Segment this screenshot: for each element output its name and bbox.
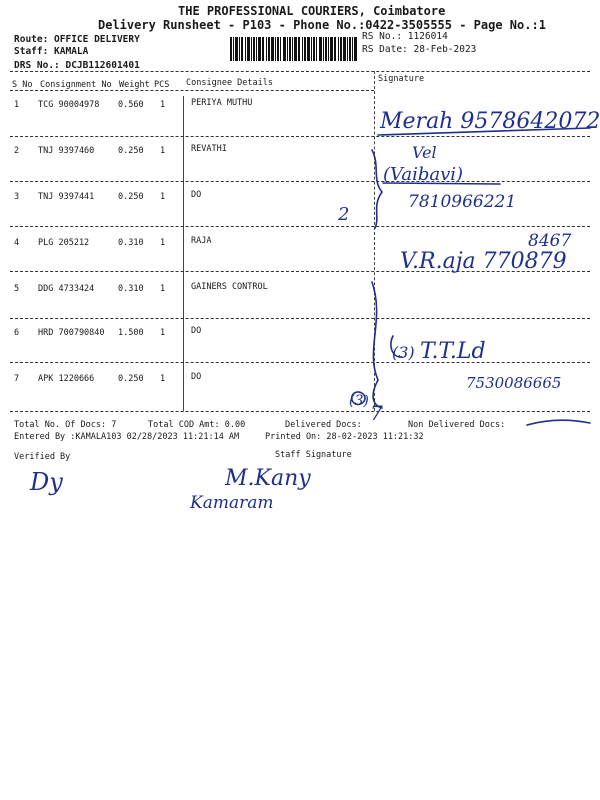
col-pcs: PCS (154, 80, 170, 90)
verified-by-label: Verified By (14, 452, 71, 462)
signature-column-divider (374, 71, 375, 411)
delivered-docs: Delivered Docs: (285, 420, 362, 430)
row-consignee: DO (191, 326, 202, 336)
handwritten-row4a: 8467 (528, 231, 572, 251)
row-consignee: GAINERS CONTROL (191, 282, 268, 292)
row-pcs: 1 (160, 284, 166, 294)
ink-rule (383, 183, 500, 184)
row-divider (10, 136, 590, 137)
row-consignment: DDG 4733424 (38, 284, 95, 294)
ink-rule (391, 336, 402, 357)
row-consignee: DO (191, 190, 202, 200)
staff-signature-label: Staff Signature (275, 450, 352, 460)
handwritten-row2b: (Vaibavi) (383, 164, 464, 185)
row-consignee: DO (191, 372, 202, 382)
row-sno: 1 (14, 100, 20, 110)
row-consignment: TNJ 9397460 (38, 146, 95, 156)
total-docs: Total No. Of Docs: 7 (14, 420, 117, 430)
handwritten-row4b: V.R.aja 770879 (400, 249, 567, 274)
row-divider (10, 181, 590, 182)
row-weight: 0.250 (118, 146, 144, 156)
non-delivered-docs: Non Delivered Docs: (408, 420, 506, 430)
ink-rule (527, 420, 590, 425)
verified-signature: Dy (30, 468, 63, 496)
row-consignment: APK 1220666 (38, 374, 95, 384)
drs-number: DRS No.: DCJB112601401 (14, 60, 140, 71)
row-consignment: PLG 205212 (38, 238, 90, 248)
row-consignment: TNJ 9397441 (38, 192, 95, 202)
rs-date: RS Date: 28-Feb-2023 (362, 44, 477, 55)
staff-signature-1: M.Kany (225, 466, 311, 491)
handwritten-row2c: 7810966221 (408, 192, 517, 212)
table-bottom-rule (10, 411, 590, 412)
row-weight: 0.250 (118, 192, 144, 202)
row-divider (10, 318, 590, 319)
rs-number: RS No.: 1126014 (362, 31, 448, 42)
ink-rule (378, 128, 590, 135)
route-label: Route: OFFICE DELIVERY (14, 34, 140, 45)
row-pcs: 1 (160, 328, 166, 338)
handwritten-row2a: Vel (412, 143, 437, 162)
row-pcs: 1 (160, 374, 166, 384)
handwritten-row6b: T.T.Ld (420, 339, 486, 364)
row-weight: 0.310 (118, 284, 144, 294)
col-sno: S No (12, 80, 33, 90)
printed-on: Printed On: 28-02-2023 11:21:32 (265, 432, 424, 442)
row-sno: 2 (14, 146, 20, 156)
barcode (230, 37, 358, 61)
col-signature: Signature (378, 74, 425, 84)
entered-by: Entered By :KAMALA103 02/28/2023 11:21:14 AM (14, 432, 240, 442)
staff-label: Staff: KAMALA (14, 46, 89, 57)
handwritten-row7-mark: (3) (349, 393, 369, 409)
row-consignment: TCG 90004978 (38, 100, 100, 110)
row-consignment: HRD 700790840 (38, 328, 105, 338)
col-consignment: Consignment No (40, 80, 112, 90)
total-cod-amount: Total COD Amt: 0.00 (148, 420, 246, 430)
row-sno: 4 (14, 238, 20, 248)
row-consignee: RAJA (191, 236, 212, 246)
row-sno: 5 (14, 284, 20, 294)
ink-rule (352, 392, 365, 404)
row-pcs: 1 (160, 192, 166, 202)
row-sno: 6 (14, 328, 20, 338)
row-consignee: REVATHI (191, 144, 227, 154)
table-top-rule (10, 71, 590, 72)
row-divider (10, 362, 590, 363)
col-consignee: Consignee Details (186, 78, 273, 88)
header-title-line2: Delivery Runsheet - P103 - Phone No.:0422-3505555 - Page No.:1 (98, 18, 546, 32)
row-divider (10, 226, 590, 227)
handwritten-row1: Merah 9578642072 (380, 109, 600, 134)
row-weight: 0.250 (118, 374, 144, 384)
row-sno: 3 (14, 192, 20, 202)
handwritten-delivered-count: 7 (370, 401, 383, 425)
row-pcs: 1 (160, 238, 166, 248)
row-pcs: 1 (160, 100, 166, 110)
handwritten-row6a: (3) (392, 343, 415, 362)
row-consignee: PERIYA MUTHU (191, 98, 253, 108)
row-divider (10, 271, 590, 272)
col-weight: Weight (119, 80, 150, 90)
handwritten-row6c: 7530086665 (466, 374, 562, 392)
row-pcs: 1 (160, 146, 166, 156)
header-bottom-rule (10, 90, 374, 91)
row-sno: 7 (14, 374, 20, 384)
row-weight: 0.310 (118, 238, 144, 248)
consignee-column-divider (183, 96, 184, 411)
staff-signature-2: Kamaram (190, 493, 274, 513)
header-title-line1: THE PROFESSIONAL COURIERS, Coimbatore (178, 4, 446, 18)
row-weight: 0.560 (118, 100, 144, 110)
row-weight: 1.500 (118, 328, 144, 338)
handwritten-mark: 2 (338, 204, 350, 225)
